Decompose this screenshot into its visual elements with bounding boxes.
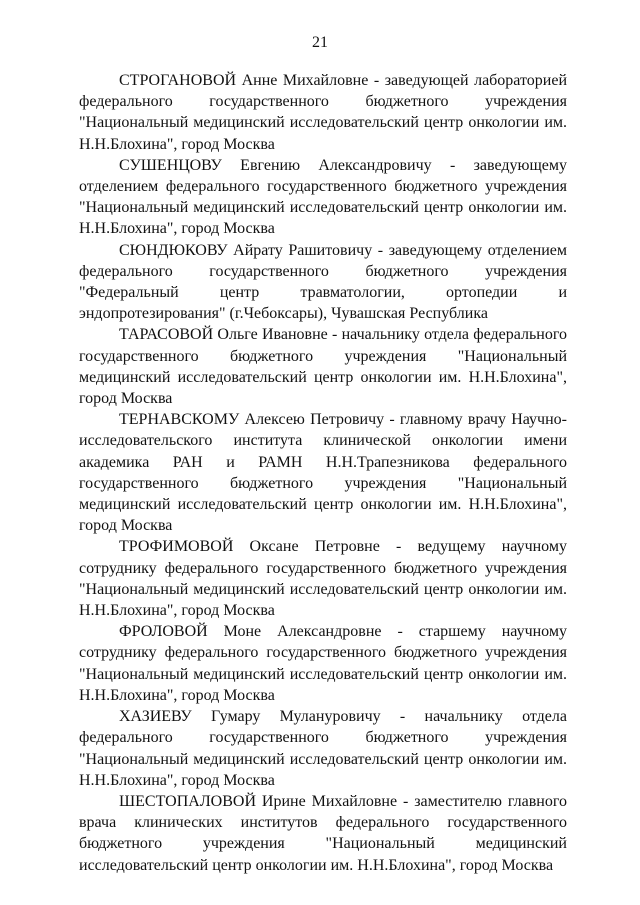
paragraph-stroganova: СТРОГАНОВОЙ Анне Михайловне - заведующей лабораторией федерального государственного бюджетного учреждения "Национальный медицинский исследовательский центр онкологии им. Н.Н.Блохина", город Москва <box>79 72 567 153</box>
paragraph-sushentsov: СУШЕНЦОВУ Евгению Александровичу - заведующему отделением федерального государственного бюджетного учреждения "Национальный медицинский исследовательский центр онкологии им. Н.Н.Блохина", город Москва <box>79 156 567 238</box>
paragraph-ternavsky: ТЕРНАВСКОМУ Алексею Петровичу - главному врачу Научно-исследовательского института клинической онкологии имени академика РАН и РАМН Н.Н.Трапезникова федерального государственного бюджетного учреждения "Национальный медицинский исследовательский центр онкологии им. Н.Н.Блохина", город Москва <box>79 411 567 535</box>
paragraph-khaziev: ХАЗИЕВУ Гумару Мулануровичу - начальнику отдела федерального государственного бюджетного учреждения "Национальный медицинский исследовательский центр онкологии им. Н.Н.Блохина", город Москва <box>79 708 567 789</box>
paragraph-tarasova: ТАРАСОВОЙ Ольге Ивановне - начальнику отдела федерального государственного бюджетного учреждения "Национальный медицинский исследовательский центр онкологии им. Н.Н.Блохина", город Москва <box>79 326 567 408</box>
document-body <box>79 70 567 876</box>
paragraph-frolova: ФРОЛОВОЙ Моне Александровне - старшему научному сотруднику федерального государственного бюджетного учреждения "Национальный медицинский исследовательский центр онкологии им. Н.Н.Блохина", город Москва <box>79 623 567 704</box>
paragraph-syundyukov: СЮНДЮКОВУ Айрату Рашитовичу - заведующему отделением федерального государственного бюджетного учреждения "Федеральный центр травматологии, ортопедии и эндопротезирования" (г.Чебоксары), Чувашская Республика <box>79 241 567 323</box>
page-number: 21 <box>312 34 328 51</box>
paragraph-trofimova: ТРОФИМОВОЙ Оксане Петровне - ведущему научному сотруднику федерального государственного бюджетного учреждения "Национальный медицинский исследовательский центр онкологии им. Н.Н.Блохина", город Москва <box>79 538 567 620</box>
paragraph-shestopalova: ШЕСТОПАЛОВОЙ Ирине Михайловне - заместителю главного врача клинических институтов федерального государственного бюджетного учреждения "Национальный медицинский исследовательский центр онкологии им. Н.Н.Блохина", город Москва <box>79 792 567 874</box>
